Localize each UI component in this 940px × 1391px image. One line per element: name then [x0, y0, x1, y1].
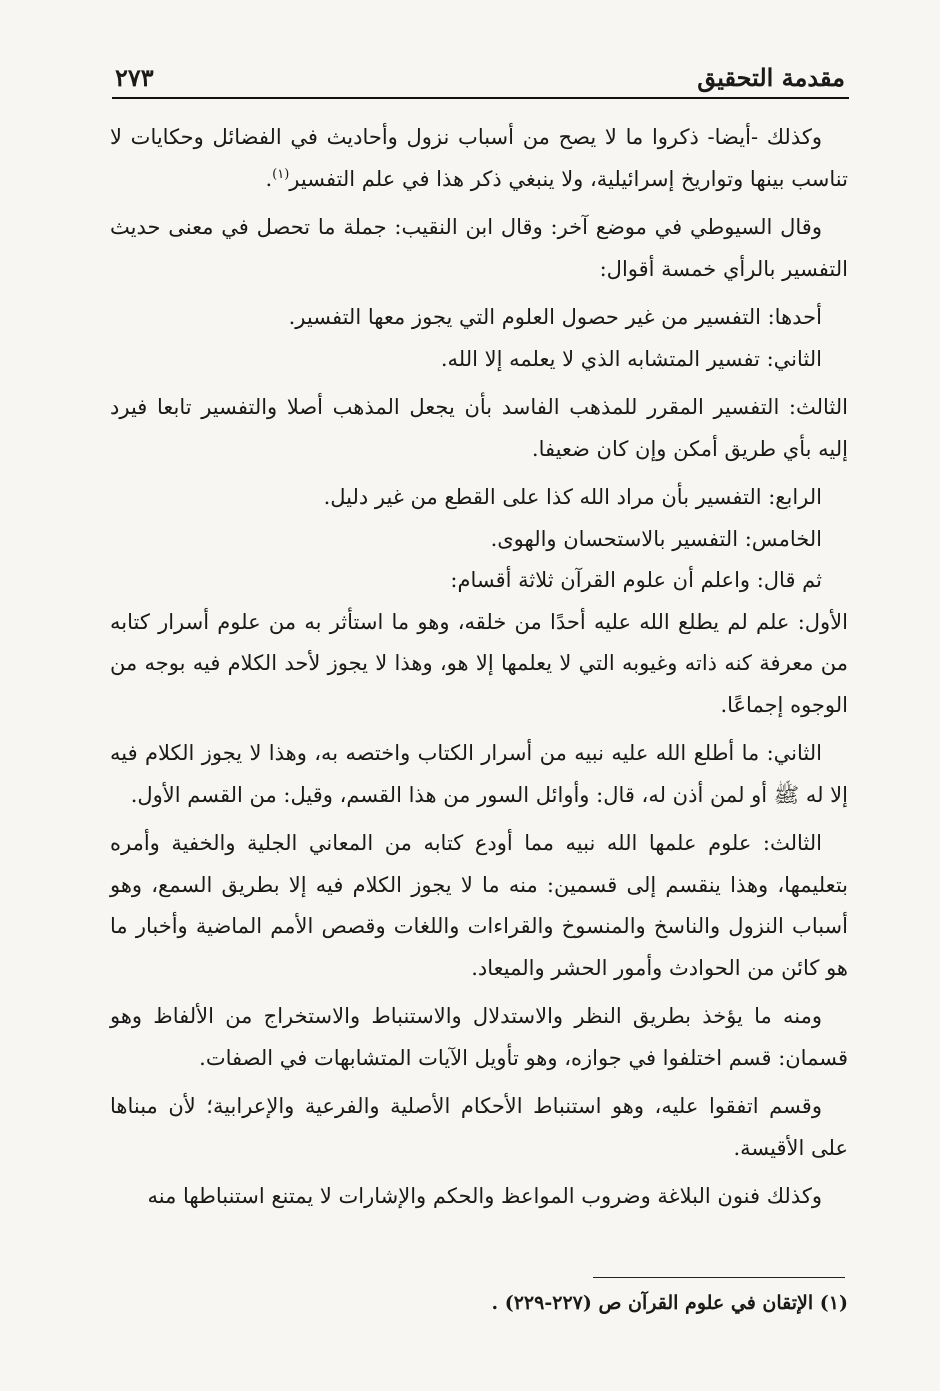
footnote-rule	[593, 1277, 845, 1278]
paragraph-9: الأول: علم لم يطلع الله عليه أحدًا من خلقه، وهو ما استأثر به من علوم أسرار كتابه من معرفة كنه ذاته وغيوبه التي لا يعلمها إلا هو، وهذا لا يجوز لأحد الكلام فيه بوجه من الوجوه إجماعًا.	[110, 609, 848, 717]
paragraph-7: الخامس: التفسير بالاستحسان والهوى.	[490, 526, 822, 551]
paragraph-12: ومنه ما يؤخذ بطريق النظر والاستدلال والاستنباط والاستخراج من الألفاظ وهو قسمان: قسم اختلفوا في جوازه، وهو تأويل الآيات المتشابهات في الصفات.	[110, 1004, 848, 1070]
paragraph-10: الثاني: ما أطلع الله عليه نبيه من أسرار الكتاب واختصه به، وهذا لا يجوز الكلام فيه إلا له ﷺ أو لمن أذن له، قال: وأوائل السور من هذا القسم، وقيل: من القسم الأول.	[110, 741, 848, 807]
paragraph-3: أحدها: التفسير من غير حصول العلوم التي يجوز معها التفسير.	[288, 305, 822, 329]
paragraph-13: وقسم اتفقوا عليه، وهو استنباط الأحكام الأصلية والفرعية والإعرابية؛ لأن مبناها على الأقيسة.	[110, 1094, 848, 1160]
page-header	[115, 60, 845, 94]
header-rule	[112, 97, 849, 99]
paragraph-14: وكذلك فنون البلاغة وضروب المواعظ والحكم والإشارات لا يمتنع استنباطها منه	[147, 1184, 822, 1208]
paragraph-1: وكذلك -أيضا- ذكروا ما لا يصح من أسباب نزول وأحاديث في الفضائل وحكايات لا تناسب بينها وتواريخ إسرائيلية، ولا ينبغي ذكر هذا في علم التفسير$^{(١)}$.	[110, 125, 848, 191]
paragraph-8: ثم قال: واعلم أن علوم القرآن ثلاثة أقسام:	[450, 568, 822, 592]
paragraph-2: وقال السيوطي في موضع آخر: وقال ابن النقيب: جملة ما تحصل في معنى حديث التفسير بالرأي خمسة أقوال:	[110, 215, 848, 281]
paragraph-4: الثاني: تفسير المتشابه الذي لا يعلمه إلا الله.	[440, 346, 822, 371]
paragraph-5: الثالث: التفسير المقرر للمذهب الفاسد بأن يجعل المذهب أصلا والتفسير تابعا فيرد إليه بأي طريق أمكن وإن كان ضعيفا.	[110, 395, 848, 461]
footnote: (١) الإتقان في علوم القرآن ص (٢٢٧-٢٢٩) .	[491, 1292, 848, 1314]
body-text	[110, 117, 848, 1218]
footnote-ref: (١)	[272, 166, 290, 182]
page-number: ٢٧٣	[115, 62, 154, 92]
paragraph-6: الرابع: التفسير بأن مراد الله كذا على القطع من غير دليل.	[323, 485, 822, 509]
paragraph-11: الثالث: علوم علمها الله نبيه مما أودع كتابه من المعاني الجلية والخفية وأمره بتعليمها، وهذا ينقسم إلى قسمين: منه ما لا يجوز الكلام فيه إلا بطريق السمع، وهو أسباب النزول والناسخ والمنسوخ والقراءات واللغات وقصص الأمم الماضية وأخبار ما هو كائن من الحوادث وأمور الحشر والميعاد.	[110, 831, 848, 980]
running-head: مقدمة التحقيق	[697, 62, 845, 92]
